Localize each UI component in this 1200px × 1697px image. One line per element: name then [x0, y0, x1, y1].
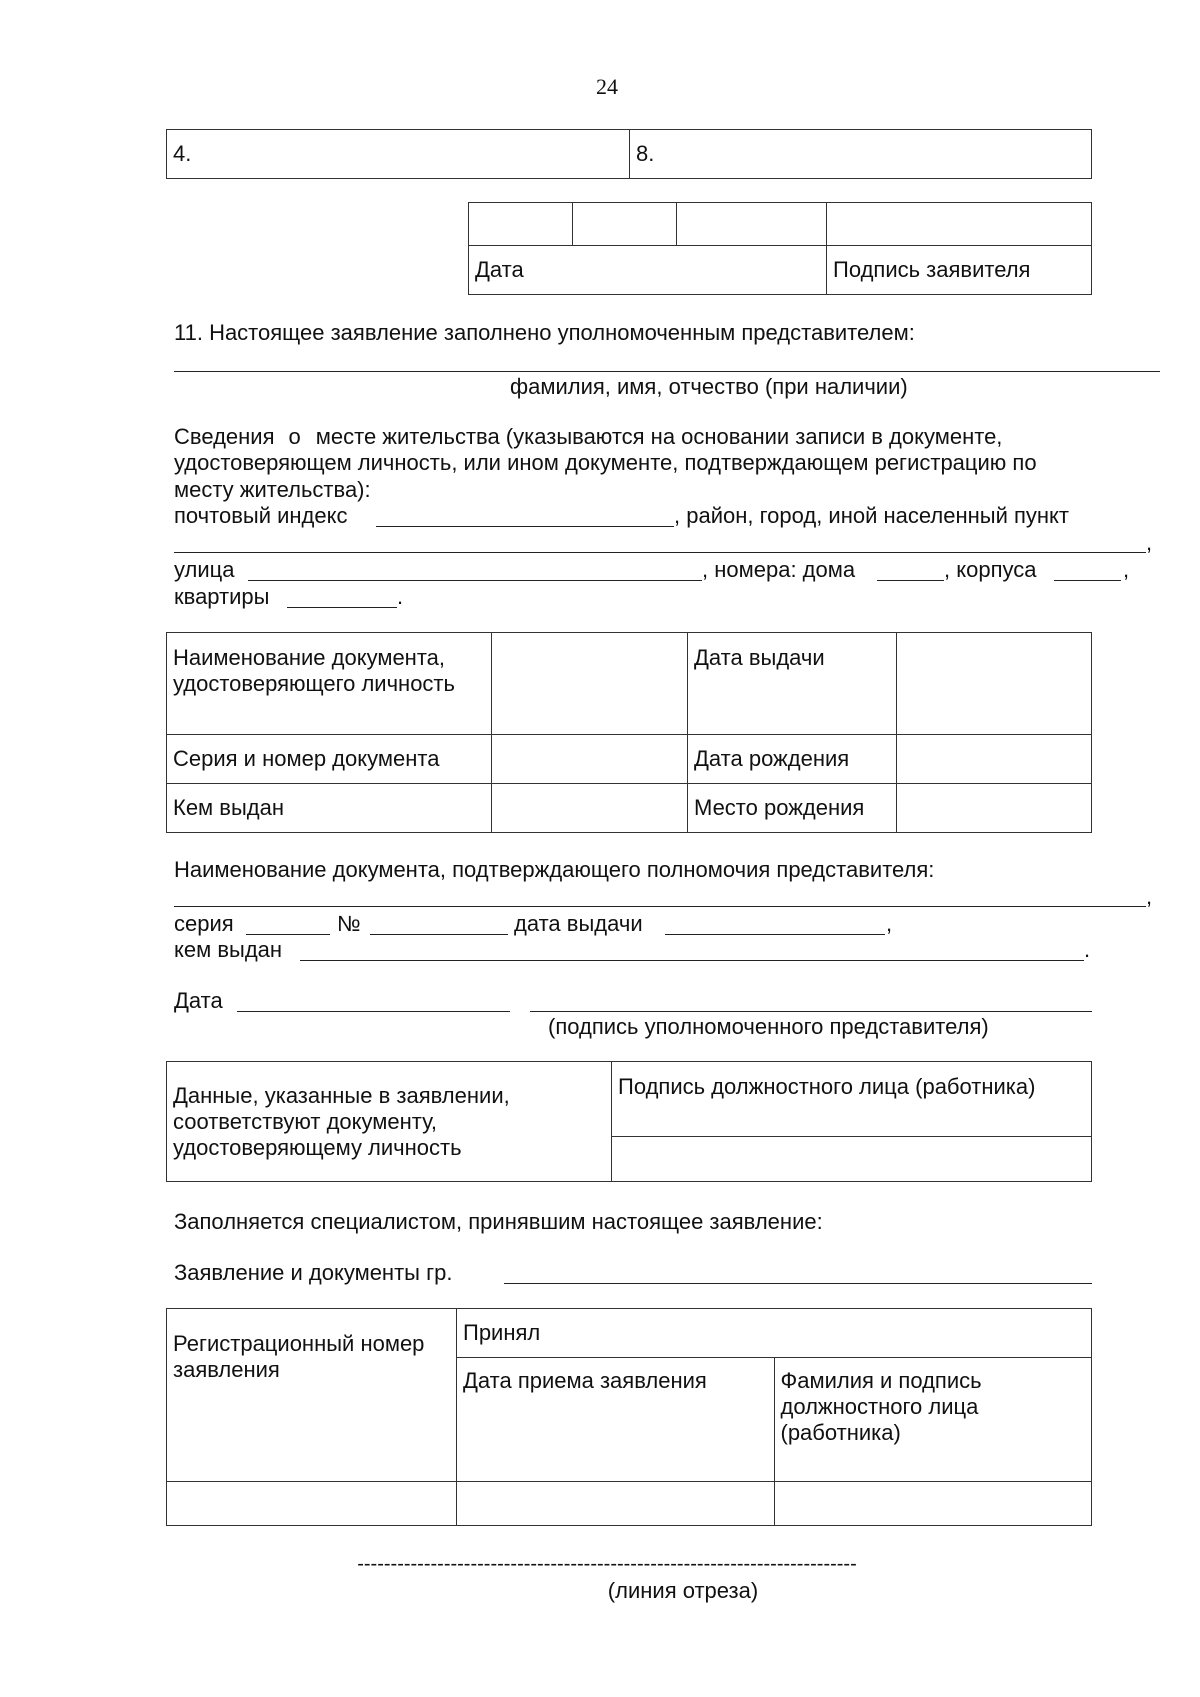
date-day-cell[interactable] — [469, 203, 573, 246]
street-field[interactable] — [248, 580, 702, 581]
authority-issued-by-label: кем выдан — [174, 937, 283, 962]
issue-date-value[interactable] — [897, 633, 1092, 735]
series-field[interactable] — [246, 934, 330, 935]
authority-doc-comma: , — [1146, 884, 1153, 909]
postal-index-label: почтовый индекс — [174, 503, 348, 528]
signature-cell[interactable] — [827, 203, 1092, 246]
date-label: Дата — [469, 246, 827, 295]
issue-date-label: Дата выдачи — [688, 633, 897, 735]
issued-by-value[interactable] — [492, 784, 688, 833]
authority-issue-date-label: дата выдачи — [514, 911, 643, 936]
date-year-cell[interactable] — [677, 203, 827, 246]
documents-field[interactable] — [504, 1283, 1092, 1284]
birth-date-label: Дата рождения — [688, 735, 897, 784]
rep-signature-field[interactable] — [530, 1011, 1092, 1012]
rep-date-field[interactable] — [237, 1011, 510, 1012]
apartment-field[interactable] — [287, 607, 397, 608]
number-field[interactable] — [370, 934, 508, 935]
district-label: , район, город, иной населенный пункт — [674, 503, 1069, 528]
official-name-label: Фамилия и подпись должностного лица (работника) — [774, 1358, 1092, 1482]
id-document-table — [166, 632, 1092, 833]
top-row-table — [166, 129, 1092, 179]
building-label: , корпуса — [944, 557, 1037, 582]
documents-label: Заявление и документы гр. — [174, 1260, 453, 1285]
verification-text: Данные, указанные в заявлении, соответствуют документу, удостоверяющему личность — [167, 1062, 612, 1182]
building-field[interactable] — [1054, 580, 1121, 581]
cut-line: --------------------------------------------------------------------------- — [357, 1553, 857, 1575]
doc-name-value[interactable] — [492, 633, 688, 735]
house-field[interactable] — [877, 580, 944, 581]
specialist-heading: Заполняется специалистом, принявшим настоящее заявление: — [174, 1209, 823, 1234]
house-label: , номера: дома — [702, 557, 856, 582]
section-11-heading: 11. Настоящее заявление заполнено уполномоченным представителем: — [174, 320, 915, 345]
authority-issue-date-field[interactable] — [665, 934, 885, 935]
accept-date-value[interactable] — [457, 1482, 775, 1526]
fio-line[interactable] — [174, 371, 1160, 372]
fio-caption: фамилия, имя, отчество (при наличии) — [510, 374, 908, 399]
rep-date-label: Дата — [174, 988, 223, 1013]
official-name-value[interactable] — [774, 1482, 1092, 1526]
item-8-cell: 8. — [630, 130, 1092, 179]
series-number-value[interactable] — [492, 735, 688, 784]
residence-intro-line2: удостоверяющем личность, или ином документе, подтверждающем регистрацию по — [174, 450, 1037, 475]
reg-number-value[interactable] — [167, 1482, 457, 1526]
item-4-cell: 4. — [167, 130, 630, 179]
official-signature-label: Подпись должностного лица (работника) — [612, 1062, 1092, 1137]
birth-place-label: Место рождения — [688, 784, 897, 833]
series-number-label: Серия и номер документа — [167, 735, 492, 784]
authority-doc-field[interactable] — [174, 906, 1146, 907]
apartment-label: квартиры — [174, 584, 270, 609]
birth-place-value[interactable] — [897, 784, 1092, 833]
series-label: серия — [174, 911, 234, 936]
locality-comma: , — [1146, 530, 1153, 555]
official-signature-value[interactable] — [612, 1137, 1092, 1182]
authority-issue-date-comma: , — [886, 911, 893, 936]
residence-intro-line3: месту жительства): — [174, 477, 371, 502]
street-label: улица — [174, 557, 235, 582]
rep-signature-caption: (подпись уполномоченного представителя) — [548, 1014, 989, 1039]
apartment-period: . — [397, 584, 404, 609]
residence-intro-line1: Сведения о месте жительства (указываются на основании записи в документе, — [174, 424, 1003, 449]
date-signature-table — [468, 202, 1092, 295]
accept-date-label: Дата приема заявления — [457, 1358, 775, 1482]
registration-table — [166, 1308, 1092, 1526]
accepted-label: Принял — [457, 1309, 1092, 1358]
signature-label: Подпись заявителя — [827, 246, 1092, 295]
page-number: 24 — [596, 74, 618, 99]
number-label: № — [337, 911, 361, 936]
date-month-cell[interactable] — [573, 203, 677, 246]
postal-index-field[interactable] — [376, 526, 674, 527]
authority-doc-heading: Наименование документа, подтверждающего полномочия представителя: — [174, 857, 935, 882]
verification-table — [166, 1061, 1092, 1182]
cut-line-caption: (линия отреза) — [607, 1578, 759, 1603]
reg-number-label: Регистрационный номер заявления — [167, 1309, 457, 1482]
locality-field[interactable] — [174, 552, 1146, 553]
authority-issued-by-field[interactable] — [300, 960, 1084, 961]
authority-issued-by-period: . — [1084, 937, 1091, 962]
building-comma: , — [1123, 557, 1130, 582]
birth-date-value[interactable] — [897, 735, 1092, 784]
issued-by-label: Кем выдан — [167, 784, 492, 833]
doc-name-label: Наименование документа, удостоверяющего личность — [167, 633, 492, 735]
